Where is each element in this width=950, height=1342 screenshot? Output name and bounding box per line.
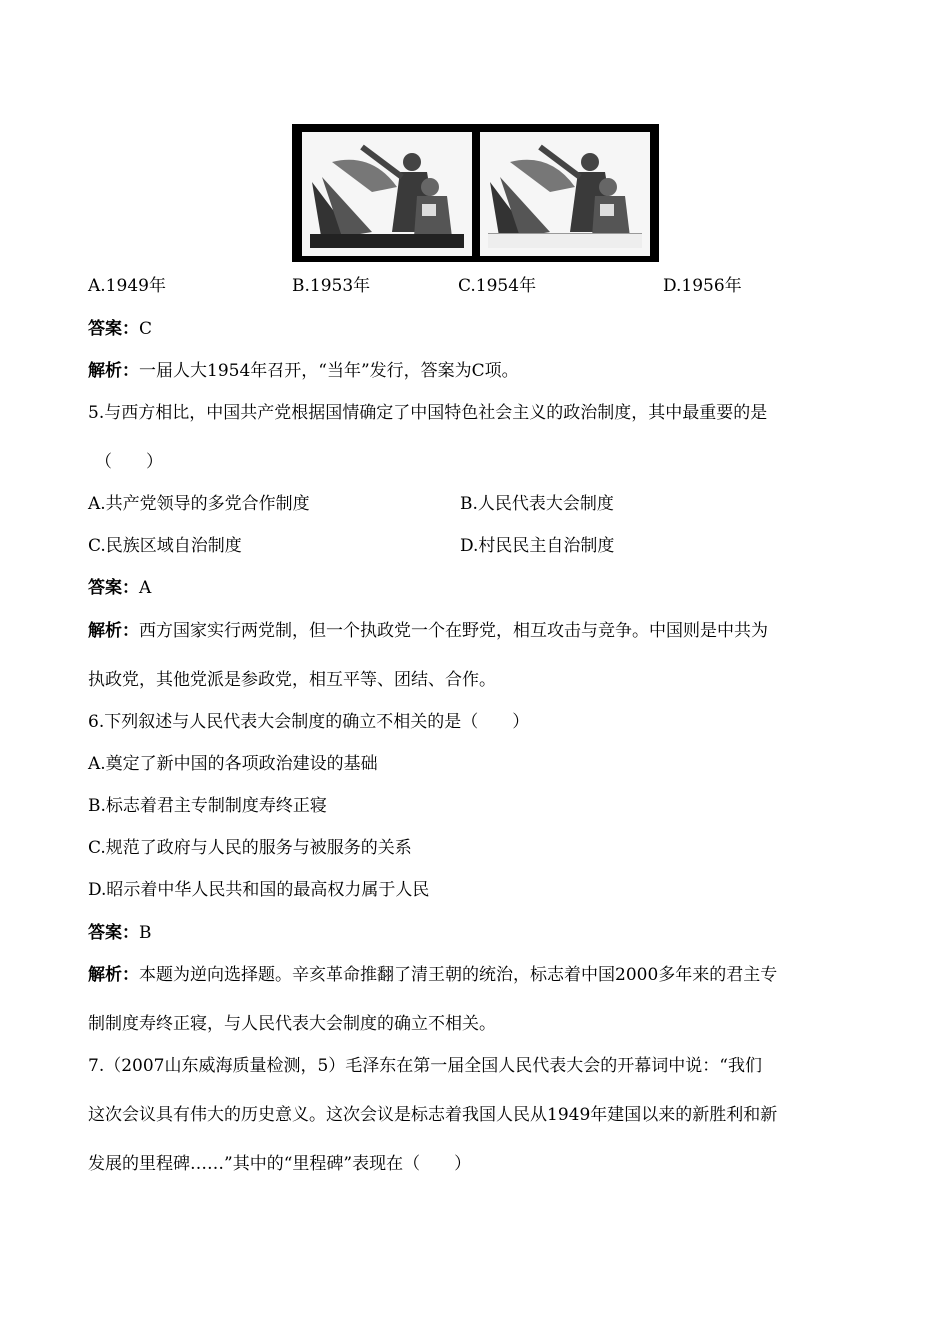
q6-option-c: C.规范了政府与人民的服务与被服务的关系	[88, 838, 412, 858]
analysis-text: 西方国家实行两党制，但一个执政党一个在野党，相互攻击与竞争。中国则是中共为	[139, 621, 768, 641]
q5-option-a: A.共产党领导的多党合作制度	[88, 494, 310, 514]
q4-option-d: D.1956年	[663, 276, 742, 296]
q5-option-b: B.人民代表大会制度	[460, 494, 614, 514]
answer-label: 答案：	[88, 319, 139, 339]
q5-stem-line1: 5.与西方相比，中国共产党根据国情确定了中国特色社会主义的政治制度，其中最重要的是	[88, 403, 768, 423]
q6-analysis-line2: 制制度寿终正寝，与人民代表大会制度的确立不相关。	[88, 1014, 496, 1034]
q7-stem-line3: 发展的里程碑……”其中的“里程碑”表现在（ ）	[88, 1154, 472, 1174]
answer-value: C	[139, 319, 153, 339]
q4-answer	[88, 318, 152, 340]
analysis-label: 解析：	[88, 965, 139, 985]
q7-stem-line2: 这次会议具有伟大的历史意义。这次会议是标志着我国人民从1949年建国以来的新胜利和新	[88, 1105, 778, 1125]
q6-option-a: A.奠定了新中国的各项政治建设的基础	[88, 754, 378, 774]
q5-analysis-line1	[88, 620, 768, 642]
stamp-image	[292, 124, 659, 262]
q6-option-d: D.昭示着中华人民共和国的最高权力属于人民	[88, 880, 430, 900]
stamp-right	[480, 132, 650, 256]
analysis-text: 本题为逆向选择题。辛亥革命推翻了清王朝的统治，标志着中国2000多年来的君主专	[139, 965, 778, 985]
q5-answer	[88, 577, 151, 599]
analysis-label: 解析：	[88, 361, 139, 381]
analysis-label: 解析：	[88, 621, 139, 641]
answer-label: 答案：	[88, 578, 139, 598]
q4-option-c: C.1954年	[458, 276, 537, 296]
q5-option-d: D.村民民主自治制度	[460, 536, 615, 556]
q5-stem-line2: （ ）	[95, 452, 163, 472]
q5-option-c: C.民族区域自治制度	[88, 536, 242, 556]
q6-stem: 6.下列叙述与人民代表大会制度的确立不相关的是（ ）	[88, 712, 530, 732]
q6-option-b: B.标志着君主专制制度寿终正寝	[88, 796, 327, 816]
q7-stem-line1: 7.（2007山东威海质量检测，5）毛泽东在第一届全国人民代表大会的开幕词中说：“我们	[88, 1056, 762, 1076]
q6-answer	[88, 922, 152, 944]
q4-option-a: A.1949年	[88, 276, 166, 296]
answer-value: A	[139, 578, 152, 598]
stamp-left	[302, 132, 472, 256]
q4-analysis	[88, 360, 519, 382]
q4-option-b: B.1953年	[292, 276, 371, 296]
answer-value: B	[139, 923, 152, 943]
answer-label: 答案：	[88, 923, 139, 943]
q6-analysis-line1	[88, 964, 777, 986]
q5-analysis-line2: 执政党，其他党派是参政党，相互平等、团结、合作。	[88, 670, 496, 690]
analysis-text: 一届人大1954年召开，“当年”发行，答案为C项。	[139, 361, 519, 381]
